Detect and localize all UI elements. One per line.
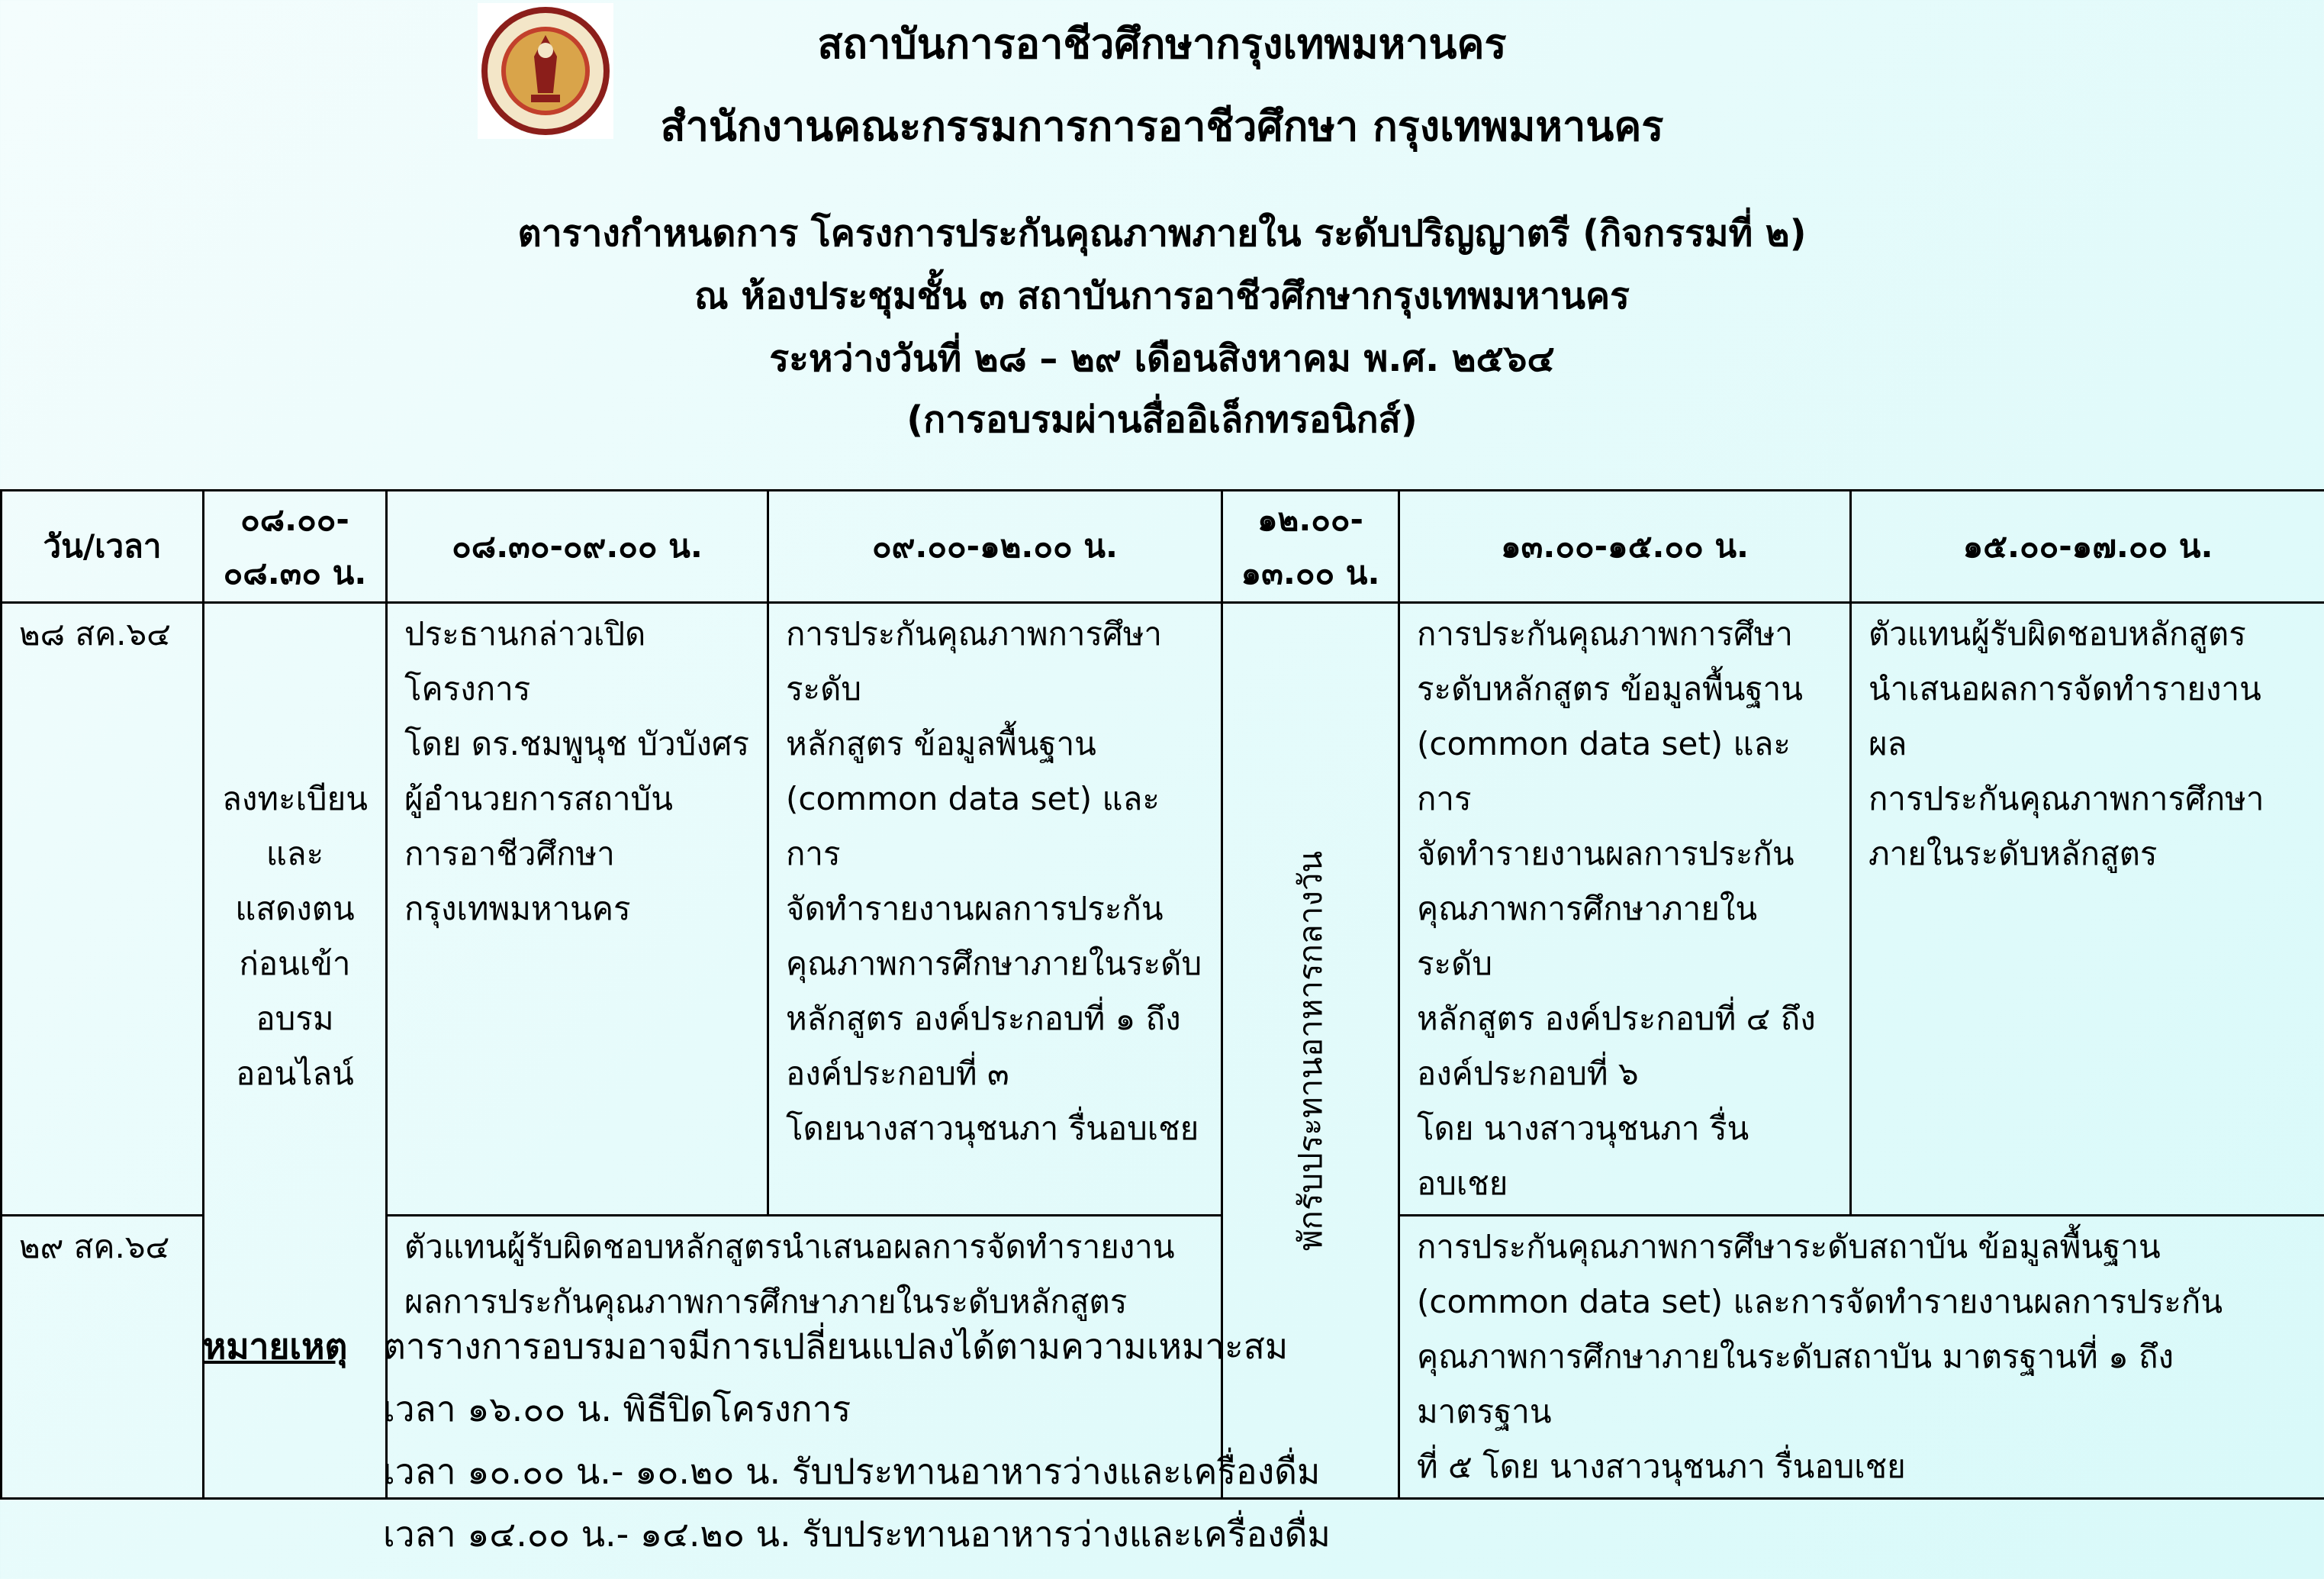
header-1500-1700: ๑๕.๐๐-๑๗.๐๐ น. bbox=[1851, 491, 2324, 603]
office-name: สำนักงานคณะกรรมการการอาชีวศึกษา กรุงเทพมหานคร bbox=[660, 102, 1664, 150]
morning-line: โดยนางสาวนุชนภา รื่นอบเชย bbox=[786, 1110, 1199, 1147]
late-line: ภายในระดับหลักสูตร bbox=[1869, 835, 2158, 872]
day2-afternoon-line: คุณภาพการศึกษาภายในระดับสถาบัน มาตรฐานที่ ๑ ถึง มาตรฐาน bbox=[1417, 1338, 2174, 1430]
header-1200-1300-start: ๑๒.๐๐- bbox=[1257, 501, 1363, 538]
note-line: ตารางการอบรมอาจมีการเปลี่ยนแปลงได้ตามความเหมาะสม bbox=[383, 1326, 1289, 1367]
opening-line: การอาชีวศึกษา bbox=[404, 835, 615, 872]
day1-row bbox=[2, 603, 2324, 1216]
day1-late-cell bbox=[1851, 603, 2324, 1216]
day1-opening-cell bbox=[387, 603, 768, 1216]
registration-line: อบรม bbox=[256, 1000, 334, 1037]
morning-line: คุณภาพการศึกษาภายในระดับ bbox=[786, 945, 1202, 982]
registration-line: แสดงตน bbox=[235, 890, 355, 927]
registration-line: และ bbox=[266, 835, 324, 872]
day2-afternoon-line: ที่ ๕ โดย นางสาวนุชนภา รื่นอบเชย bbox=[1417, 1448, 1906, 1485]
afternoon-line: จัดทำรายงานผลการประกัน bbox=[1417, 835, 1795, 872]
opening-line: โครงการ bbox=[404, 670, 531, 707]
late-line: นำเสนอผลการจัดทำรายงาน ผล bbox=[1869, 670, 2261, 762]
header-1200-1300-end: ๑๓.๐๐ น. bbox=[1241, 554, 1380, 591]
day2-morning-line: ตัวแทนผู้รับผิดชอบหลักสูตรนำเสนอผลการจัดทำรายงาน bbox=[404, 1228, 1175, 1265]
note-line: เวลา ๑๐.๐๐ น.- ๑๐.๒๐ น. รับประทานอาหารว่างและเครื่องดื่ม bbox=[383, 1451, 1321, 1492]
header-1300-1500: ๑๓.๐๐-๑๕.๐๐ น. bbox=[1399, 491, 1851, 603]
opening-line: ผู้อำนวยการสถาบัน bbox=[404, 780, 673, 817]
note-line: เวลา ๑๖.๐๐ น. พิธีปิดโครงการ bbox=[383, 1388, 851, 1429]
schedule-title: ตารางกำหนดการ โครงการประกันคุณภาพภายใน ระดับปริญญาตรี (กิจกรรมที่ ๒) bbox=[517, 212, 1807, 255]
header-0800-0830-end: ๐๘.๓๐ น. bbox=[223, 554, 367, 591]
late-line: การประกันคุณภาพการศึกษา bbox=[1869, 780, 2264, 817]
afternoon-line: ระดับหลักสูตร ข้อมูลพื้นฐาน bbox=[1417, 670, 1803, 707]
afternoon-line: องค์ประกอบที่ ๖ bbox=[1417, 1055, 1639, 1092]
day2-afternoon-line: (common data set) และการจัดทำรายงานผลการประกัน bbox=[1417, 1283, 2223, 1320]
afternoon-line: การประกันคุณภาพการศึษา bbox=[1417, 615, 1794, 653]
venue-line: ณ ห้องประชุมชั้น ๓ สถาบันการอาชีวศึกษากรุงเทพมหานคร bbox=[694, 275, 1630, 317]
header-0800-0830 bbox=[204, 491, 387, 603]
morning-line: การประกันคุณภาพการศึษาระดับ bbox=[786, 615, 1163, 707]
institute-name: สถาบันการอาชีวศึกษากรุงเทพมหานคร bbox=[817, 20, 1507, 68]
notes-label: หมายเหตุ bbox=[203, 1326, 348, 1367]
header-row bbox=[2, 491, 2324, 603]
registration-line: ลงทะเบียน bbox=[222, 780, 368, 817]
header-0900-1200: ๐๙.๐๐-๑๒.๐๐ น. bbox=[768, 491, 1222, 603]
morning-line: หลักสูตร ข้อมูลพื้นฐาน bbox=[786, 725, 1096, 762]
registration-line: ออนไลน์ bbox=[236, 1055, 354, 1092]
registration-line: ก่อนเข้า bbox=[239, 945, 351, 982]
afternoon-line: คุณภาพการศึกษาภายในระดับ bbox=[1417, 890, 1758, 982]
afternoon-line: (common data set) และการ bbox=[1417, 725, 1791, 817]
day2-date: ๒๙ สค.๖๔ bbox=[2, 1216, 204, 1499]
date-range-line: ระหว่างวันที่ ๒๘ – ๒๙ เดือนสิงหาคม พ.ศ. ๒๕๖๔ bbox=[769, 337, 1555, 380]
day2-morning-line: ผลการประกันคุณภาพการศึกษาภายในระดับหลักสูตร bbox=[404, 1283, 1128, 1320]
opening-line: ประธานกล่าวเปิด bbox=[404, 615, 646, 653]
day1-date: ๒๘ สค.๖๔ bbox=[2, 603, 204, 1216]
day2-afternoon-cell bbox=[1399, 1216, 2324, 1499]
morning-line: (common data set) และการ bbox=[786, 780, 1160, 872]
day1-morning-cell bbox=[768, 603, 1222, 1216]
late-line: ตัวแทนผู้รับผิดชอบหลักสูตร bbox=[1869, 615, 2246, 653]
opening-line: กรุงเทพมหานคร bbox=[404, 890, 631, 927]
day1-afternoon-cell bbox=[1399, 603, 1851, 1216]
afternoon-line: หลักสูตร องค์ประกอบที่ ๔ ถึง bbox=[1417, 1000, 1816, 1037]
training-mode-line: (การอบรมผ่านสื่ออิเล็กทรอนิกส์) bbox=[906, 398, 1418, 441]
day2-afternoon-line: การประกันคุณภาพการศึษาระดับสถาบัน ข้อมูลพื้นฐาน bbox=[1417, 1228, 2161, 1265]
header-day-time: วัน/เวลา bbox=[2, 491, 204, 603]
lunch-break-label: พักรับประทานอาหารกลางวัน bbox=[1291, 850, 1329, 1251]
header-1200-1300 bbox=[1222, 491, 1399, 603]
header-0830-0900: ๐๘.๓๐-๐๙.๐๐ น. bbox=[387, 491, 768, 603]
note-line: เวลา ๑๔.๐๐ น.- ๑๔.๒๐ น. รับประทานอาหารว่างและเครื่องดื่ม bbox=[383, 1513, 1331, 1555]
morning-line: หลักสูตร องค์ประกอบที่ ๑ ถึง bbox=[786, 1000, 1181, 1037]
morning-line: องค์ประกอบที่ ๓ bbox=[786, 1055, 1009, 1092]
header-0800-0830-start: ๐๘.๐๐- bbox=[240, 501, 349, 538]
afternoon-line: โดย นางสาวนุชนภา รื่นอบเชย bbox=[1417, 1110, 1749, 1202]
morning-line: จัดทำรายงานผลการประกัน bbox=[786, 890, 1164, 927]
opening-line: โดย ดร.ชมพูนุช บัวบังศร bbox=[404, 725, 750, 762]
